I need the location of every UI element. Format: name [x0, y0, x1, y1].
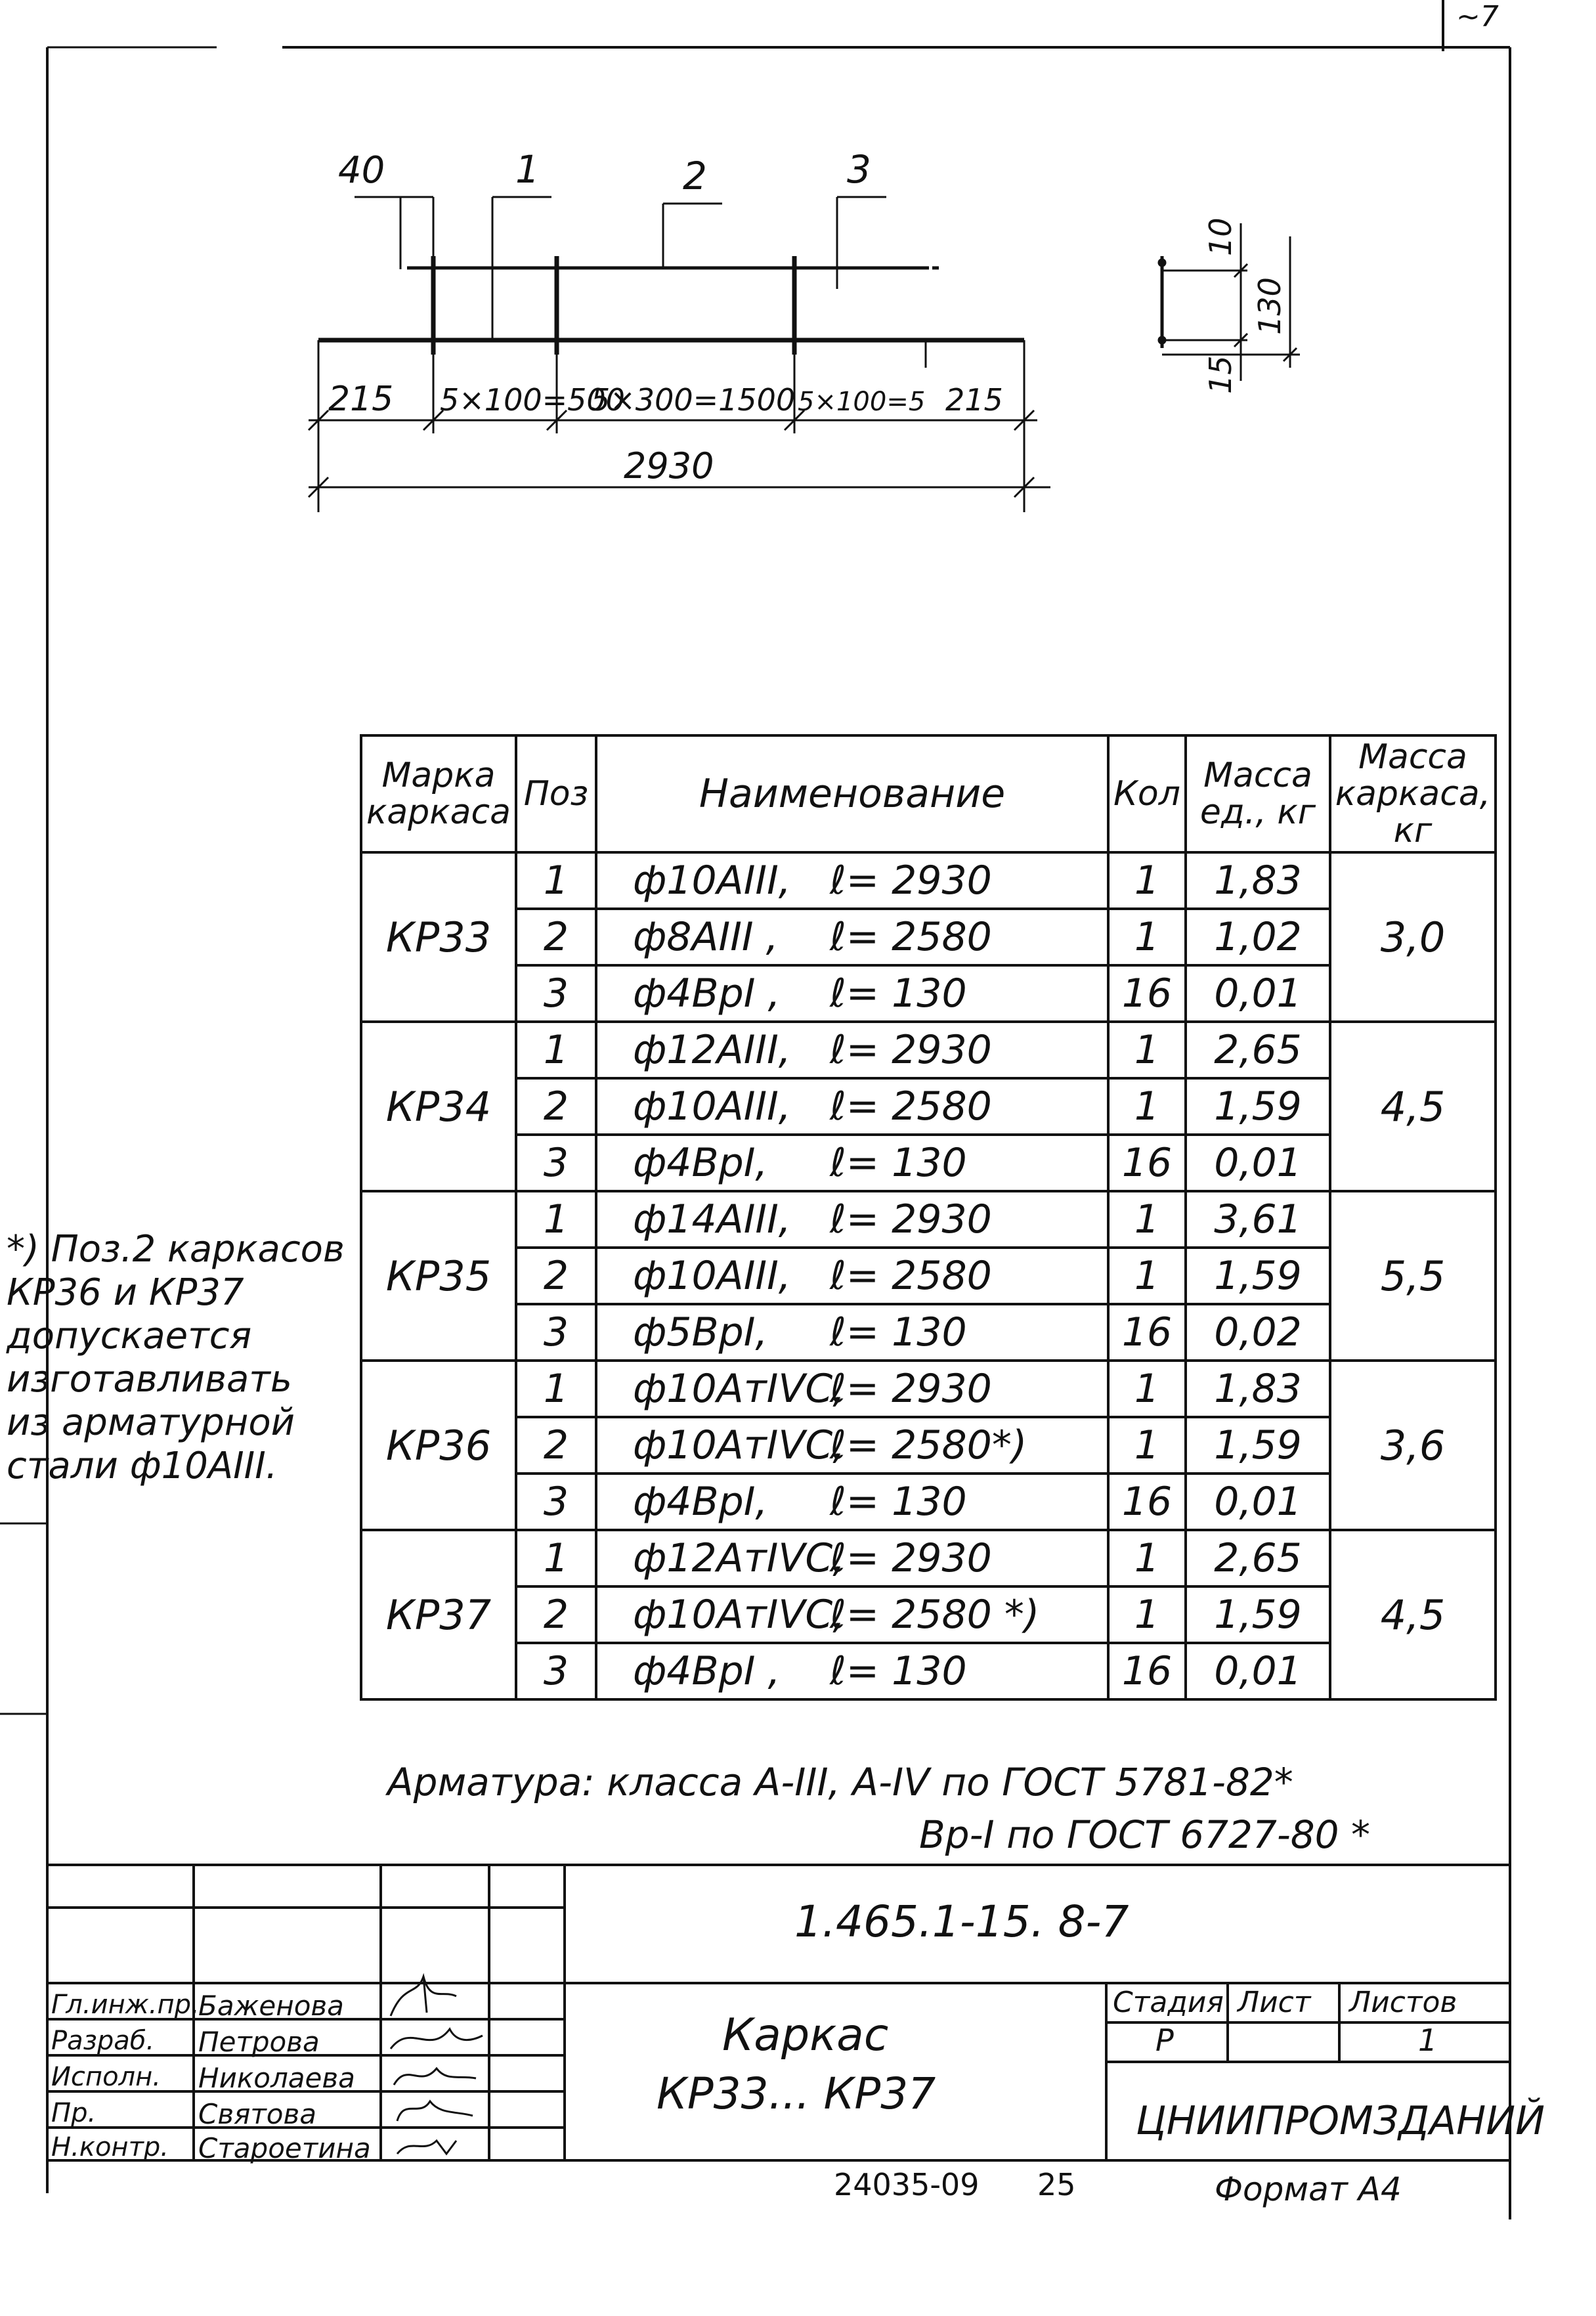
position: 1 — [516, 852, 596, 909]
bar-size: ф14АIII, — [633, 1196, 791, 1242]
bar-size: ф10АтIVС, — [633, 1592, 846, 1638]
callout-3: 3 — [847, 147, 871, 192]
bar-length: ℓ= 130 — [830, 1648, 967, 1694]
position: 3 — [516, 1304, 596, 1361]
quantity: 16 — [1108, 965, 1186, 1022]
unit-mass: 0,01 — [1186, 1474, 1330, 1530]
header-cage-mass-line3: кг — [1393, 811, 1433, 850]
role-name: Староетина — [198, 2132, 371, 2164]
document-code: 1.465.1-15. 8-7 — [794, 1896, 1129, 1947]
unit-mass: 1,59 — [1186, 1078, 1330, 1135]
dim-end-left: 215 — [328, 380, 394, 419]
inventory-number: 24035-09 — [834, 2167, 980, 2202]
note-line: допускается — [7, 1315, 252, 1357]
note-line: КР36 и КР37 — [7, 1271, 244, 1314]
stage-label: Стадия — [1113, 1986, 1224, 2019]
position: 1 — [516, 1022, 596, 1078]
bar-size: ф12АIII, — [633, 1027, 791, 1073]
header-unit-mass-line2: ед., кг — [1199, 793, 1316, 832]
quantity: 16 — [1108, 1135, 1186, 1191]
position: 2 — [516, 909, 596, 965]
cage-mark: КР36 — [361, 1361, 516, 1530]
unit-mass: 0,01 — [1186, 965, 1330, 1022]
dim-end-right: 215 — [945, 382, 1003, 418]
position: 1 — [516, 1530, 596, 1586]
bar-size: ф4ВрI, — [633, 1140, 768, 1186]
position: 3 — [516, 1643, 596, 1699]
bar-size: ф8АIII , — [633, 914, 779, 960]
unit-mass: 1,02 — [1186, 909, 1330, 965]
unit-mass: 1,59 — [1186, 1417, 1330, 1474]
quantity: 16 — [1108, 1643, 1186, 1699]
cage-mass: 5,5 — [1330, 1191, 1496, 1361]
dim-total: 2930 — [624, 445, 714, 487]
callout-40: 40 — [338, 149, 385, 192]
position: 3 — [516, 1135, 596, 1191]
bar-size: ф10АтIVС, — [633, 1422, 846, 1468]
bar-size: ф10АIII, — [633, 858, 791, 904]
title-line-1: Каркас — [722, 2009, 889, 2061]
bar-size: ф10АIII, — [633, 1083, 791, 1129]
dim-seg-3: 5×100=5 — [798, 387, 926, 417]
bar-length: ℓ= 2580 — [830, 1253, 992, 1299]
position: 2 — [516, 1078, 596, 1135]
bar-size: ф10АтIVС, — [633, 1366, 846, 1412]
header-mark-line2: каркаса — [366, 793, 511, 832]
header-cage-mass-line1: Масса — [1358, 737, 1467, 777]
cage-mark: КР35 — [361, 1191, 516, 1361]
position: 3 — [516, 1474, 596, 1530]
signatures — [384, 1944, 489, 2160]
note-line: *) Поз.2 каркасов — [7, 1228, 345, 1271]
callout-1: 1 — [515, 147, 540, 192]
quantity: 1 — [1108, 909, 1186, 965]
role-name: Святова — [198, 2098, 316, 2130]
quantity: 1 — [1108, 1191, 1186, 1248]
unit-mass: 1,83 — [1186, 852, 1330, 909]
bar-length: ℓ= 2580 — [830, 1083, 992, 1129]
bar-size: ф10АIII, — [633, 1253, 791, 1299]
role-name: Петрова — [198, 2026, 320, 2058]
role-name: Баженова — [198, 1990, 344, 2022]
reinforcement-note-line1: Арматура: класса А-III, А-IV по ГОСТ 5781-82* — [387, 1760, 1293, 1804]
header-qty: Кол — [1108, 735, 1186, 852]
stage-value: Р — [1155, 2022, 1174, 2058]
role-label: Н.контр. — [51, 2132, 169, 2162]
header-pos: Поз — [516, 735, 596, 852]
section-dim-130: 130 — [1252, 277, 1287, 335]
cage-mass: 4,5 — [1330, 1530, 1496, 1699]
unit-mass: 0,01 — [1186, 1135, 1330, 1191]
bar-size: ф4ВрI , — [633, 971, 781, 1016]
role-label: Гл.инж.пр. — [51, 1990, 200, 2020]
unit-mass: 0,02 — [1186, 1304, 1330, 1361]
quantity: 1 — [1108, 1022, 1186, 1078]
bar-length: ℓ= 2930 — [830, 1535, 992, 1581]
page-number: 25 — [1037, 2167, 1076, 2202]
bar-size: ф4ВрI, — [633, 1479, 768, 1525]
bar-length: ℓ= 2930 — [830, 858, 992, 904]
bar-length: ℓ= 2930 — [830, 1196, 992, 1242]
note-line: изготавливать — [7, 1358, 292, 1401]
header-mark-line1: Марка — [381, 756, 496, 795]
quantity: 1 — [1108, 1361, 1186, 1417]
quantity: 1 — [1108, 852, 1186, 909]
cage-mass: 3,6 — [1330, 1361, 1496, 1530]
bar-size: ф12АтIVС, — [633, 1535, 846, 1581]
cage-mass: 3,0 — [1330, 852, 1496, 1022]
cage-mark: КР33 — [361, 852, 516, 1022]
quantity: 1 — [1108, 1248, 1186, 1304]
header-name: Наименование — [596, 735, 1108, 852]
bar-size: ф5ВрI, — [633, 1309, 768, 1355]
unit-mass: 2,65 — [1186, 1022, 1330, 1078]
bar-length: ℓ= 130 — [830, 1309, 967, 1355]
bar-length: ℓ= 2580*) — [830, 1422, 1027, 1468]
position: 3 — [516, 965, 596, 1022]
header-cage-mass-line2: каркаса, — [1335, 774, 1491, 814]
note-line: из арматурной — [7, 1401, 295, 1444]
quantity: 1 — [1108, 1417, 1186, 1474]
position: 2 — [516, 1586, 596, 1643]
bar-size: ф4ВрI , — [633, 1648, 781, 1694]
position: 1 — [516, 1361, 596, 1417]
organization: ЦНИИПРОМЗДАНИЙ — [1136, 2098, 1545, 2144]
cage-mark: КР34 — [361, 1022, 516, 1191]
unit-mass: 1,59 — [1186, 1248, 1330, 1304]
quantity: 16 — [1108, 1304, 1186, 1361]
bar-length: ℓ= 2930 — [830, 1027, 992, 1073]
role-label: Исполн. — [51, 2062, 161, 2092]
title-line-2: КР33... КР37 — [657, 2068, 936, 2119]
role-name: Николаева — [198, 2062, 355, 2094]
position: 1 — [516, 1191, 596, 1248]
dim-seg-1: 5×100=500 — [440, 382, 625, 418]
bar-length: ℓ= 2580 *) — [830, 1592, 1040, 1638]
bar-length: ℓ= 130 — [830, 1479, 967, 1525]
quantity: 16 — [1108, 1474, 1186, 1530]
unit-mass: 0,01 — [1186, 1643, 1330, 1699]
section-dim-10: 10 — [1203, 217, 1238, 256]
bar-length: ℓ= 2930 — [830, 1366, 992, 1412]
unit-mass: 3,61 — [1186, 1191, 1330, 1248]
quantity: 1 — [1108, 1586, 1186, 1643]
role-label: Пр. — [51, 2098, 97, 2128]
unit-mass: 1,83 — [1186, 1361, 1330, 1417]
sheets-label: Листов — [1349, 1986, 1457, 2019]
section-dim-15: 15 — [1203, 355, 1238, 394]
position: 2 — [516, 1248, 596, 1304]
header-unit-mass-line1: Масса — [1203, 756, 1312, 795]
format-label: Формат А4 — [1215, 2170, 1402, 2208]
unit-mass: 1,59 — [1186, 1586, 1330, 1643]
unit-mass: 2,65 — [1186, 1530, 1330, 1586]
quantity: 1 — [1108, 1530, 1186, 1586]
note-line: стали ф10АIII. — [7, 1445, 278, 1487]
reinforcement-note-line2: Вр-I по ГОСТ 6727-80 * — [919, 1812, 1371, 1857]
corner-mark: ~7 — [1456, 0, 1499, 33]
bar-length: ℓ= 130 — [830, 1140, 967, 1186]
cage-mark: КР37 — [361, 1530, 516, 1699]
role-label: Разраб. — [51, 2026, 155, 2056]
bar-length: ℓ= 2580 — [830, 914, 992, 960]
sheet-label: Лист — [1238, 1986, 1311, 2019]
dim-seg-2: 5×300=1500 — [591, 382, 796, 418]
quantity: 1 — [1108, 1078, 1186, 1135]
cage-mass: 4,5 — [1330, 1022, 1496, 1191]
callout-2: 2 — [683, 154, 707, 198]
sheets-value: 1 — [1418, 2022, 1438, 2058]
position: 2 — [516, 1417, 596, 1474]
bar-length: ℓ= 130 — [830, 971, 967, 1016]
